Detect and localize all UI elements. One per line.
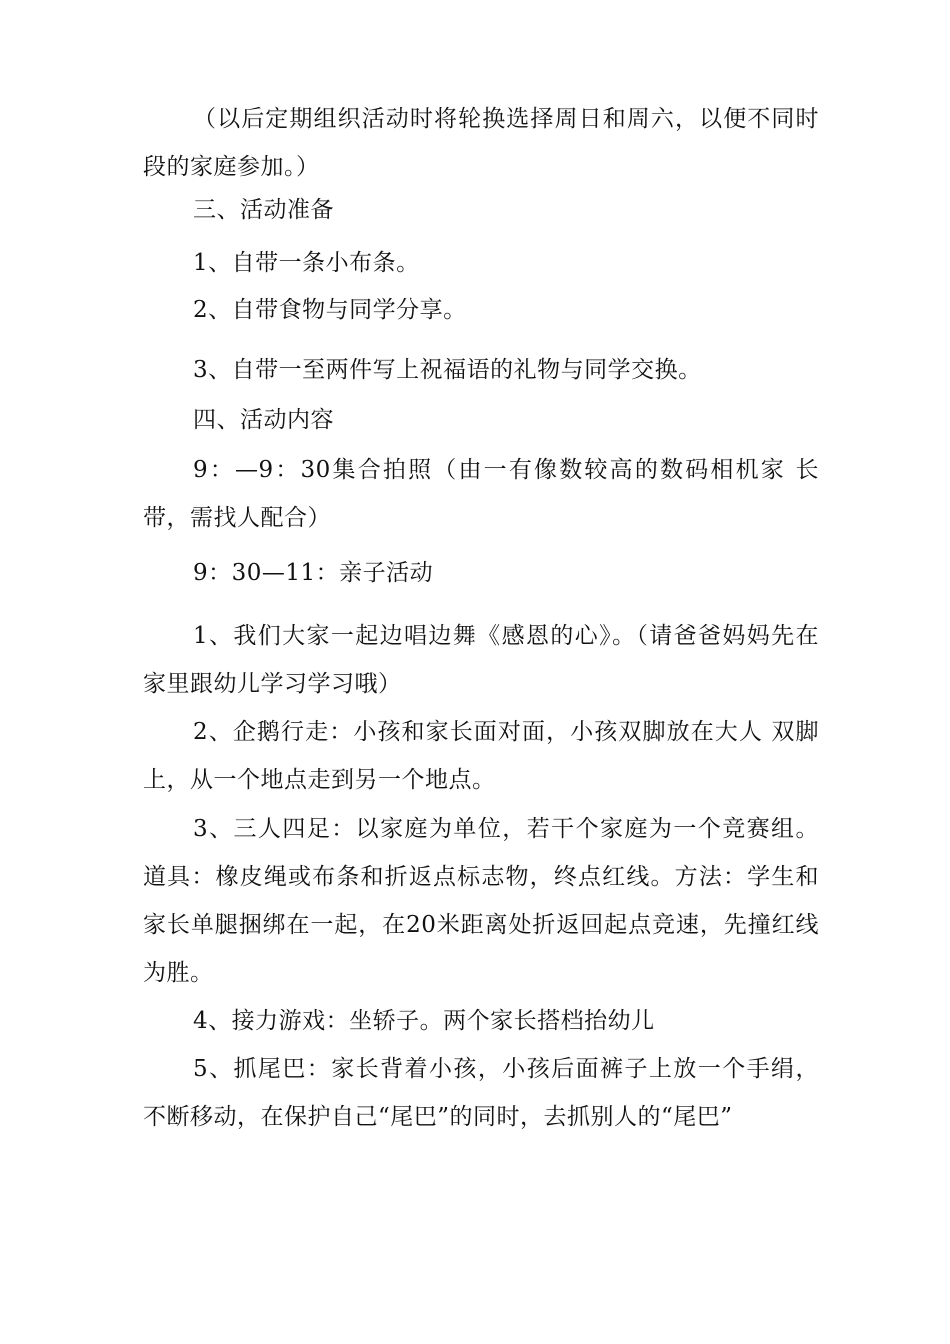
- activity-item-4: 4、接力游戏：坐轿子。两个家长搭档抬幼儿: [193, 1008, 655, 1034]
- activity-item-3: 3、三人四足：以家庭为单位，若干个家庭为一个竞赛组。道具：橡皮绳或布条和折返点标志物，终点红线。方法：学生和家长单腿捆绑在一起，在20米距离处折返回起点竞速，先撞红线为胜。: [143, 816, 819, 986]
- section-heading-content: 四、活动内容: [193, 407, 334, 433]
- activity-item-1: 1、我们大家一起边唱边舞《感恩的心》。（请爸爸妈妈先在家里跟幼儿学习学习哦）: [143, 623, 819, 697]
- prep-item-2: 2、自带食物与同学分享。: [193, 297, 467, 323]
- paragraph-schedule-note: （以后定期组织活动时将轮换选择周日和周六，以便不同时段的家庭参加。）: [143, 106, 819, 180]
- section-heading-preparation: 三、活动准备: [193, 197, 334, 223]
- schedule-activity: 9：30—11：亲子活动: [193, 560, 434, 586]
- activity-item-5: 5、抓尾巴：家长背着小孩，小孩后面裤子上放一个手绢，不断移动，在保护自己“尾巴”的同时，去抓别人的“尾巴”: [143, 1056, 819, 1130]
- prep-item-1: 1、自带一条小布条。: [193, 250, 420, 276]
- activity-item-2: 2、企鹅行走：小孩和家长面对面，小孩双脚放在大人 双脚上，从一个地点走到另一个地点。: [143, 719, 819, 793]
- prep-item-3: 3、自带一至两件写上祝福语的礼物与同学交换。: [193, 357, 702, 383]
- schedule-gathering: 9：—9：30集合拍照（由一有像数较高的数码相机家 长带，需找人配合）: [143, 457, 819, 531]
